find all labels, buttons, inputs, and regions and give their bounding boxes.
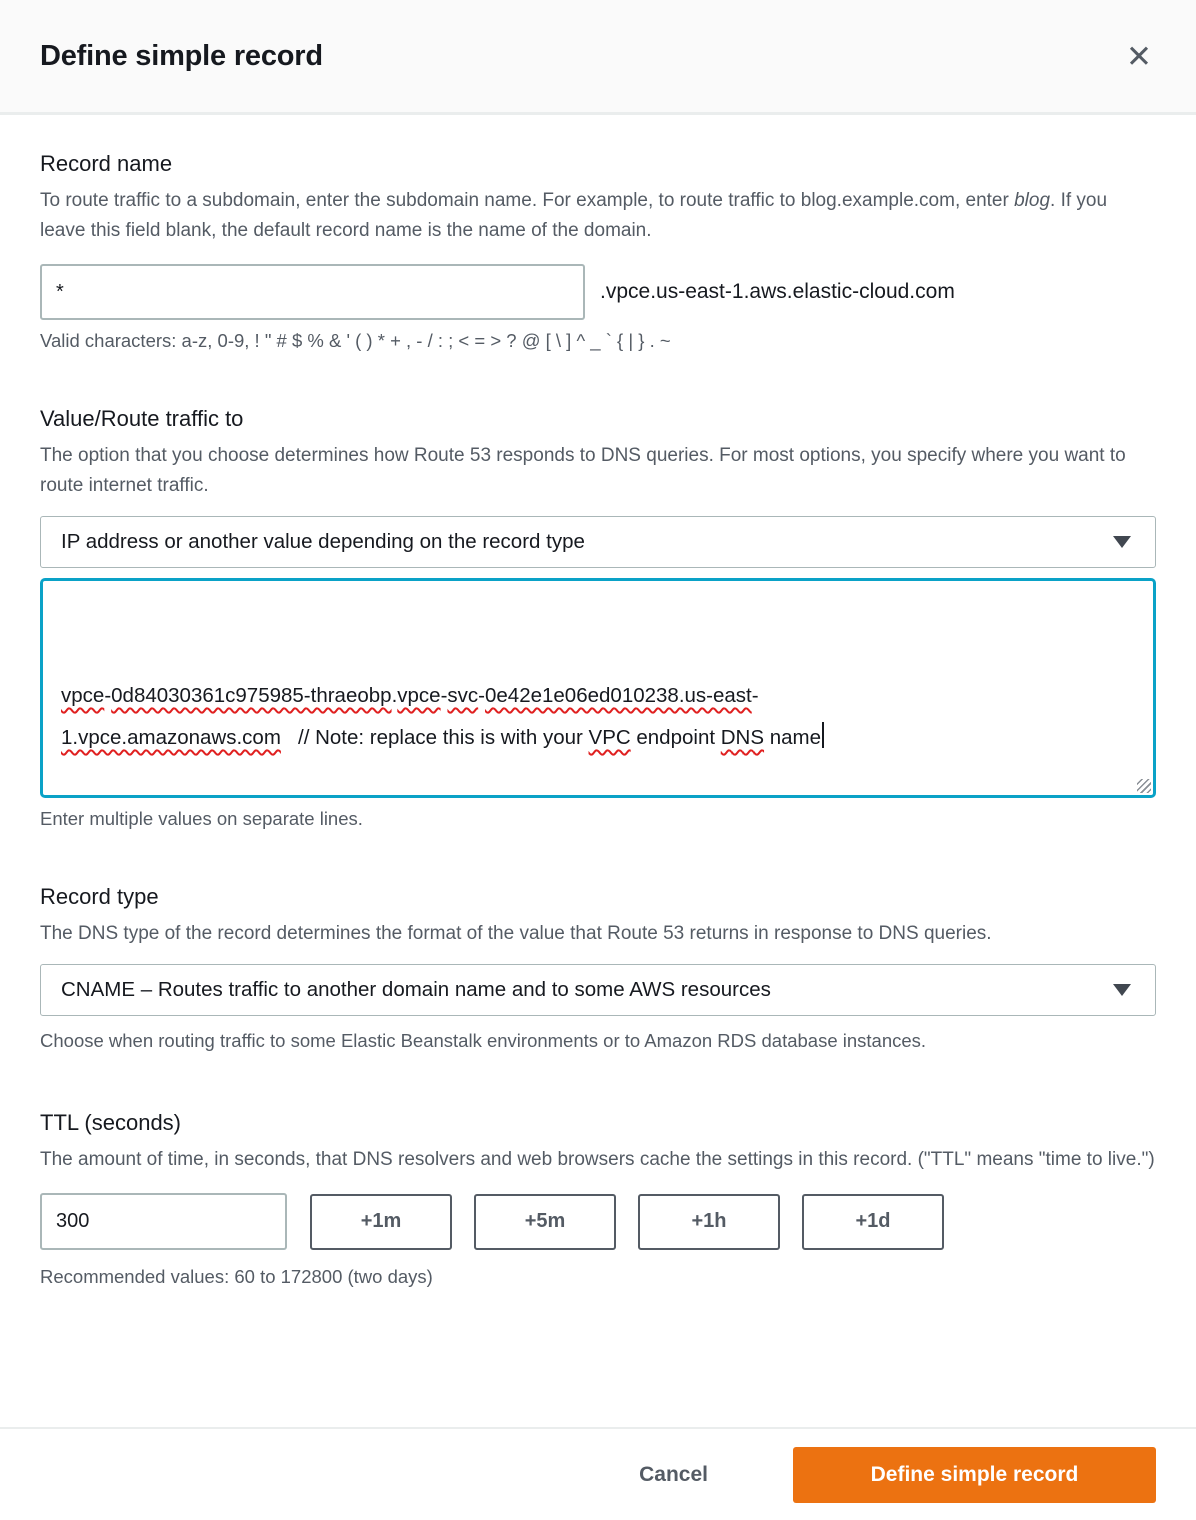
ttl-plus-5m-button[interactable]: +5m	[474, 1194, 616, 1250]
ttl-section	[40, 1110, 1156, 1288]
ttl-plus-1m-button[interactable]: +1m	[310, 1194, 452, 1250]
record-name-description-text-2: . If you leave this field blank, the default record name is the name of the domain.	[40, 190, 1108, 241]
dialog-body	[0, 115, 1196, 1427]
record-name-label: Record name	[40, 151, 173, 176]
value-route-description: The option that you choose determines how Route 53 responds to DNS queries. For most options, you specify where you want to route internet traffic.	[40, 445, 1126, 496]
value-textarea[interactable]	[40, 578, 1156, 798]
misspelled-text-segment: 1.vpce.amazonaws.com	[61, 726, 281, 749]
record-name-description	[40, 186, 1156, 246]
record-type-section	[40, 884, 1156, 1056]
valid-characters-hint: Valid characters: a-z, 0-9, ! " # $ % & ' ( ) * + , - / : ; < = > ? @ [ \ ] ^ _ ` { | } . ~	[40, 330, 671, 351]
text-segment: // Note: replace this is with your	[280, 726, 589, 749]
value-textarea-content	[61, 675, 1135, 759]
value-textarea-line	[61, 675, 1135, 717]
ttl-recommended-hint: Recommended values: 60 to 172800 (two days)	[40, 1266, 433, 1287]
misspelled-text-segment: vpce	[397, 684, 441, 707]
route-traffic-select-value: IP address or another value depending on the record type	[61, 530, 585, 553]
record-type-hint: Choose when routing traffic to some Elastic Beanstalk environments or to Amazon RDS database instances.	[40, 1030, 927, 1051]
misspelled-text-segment: VPC	[588, 726, 631, 749]
domain-suffix: .vpce.us-east-1.aws.elastic-cloud.com	[600, 280, 955, 303]
misspelled-text-segment: DNS	[720, 726, 765, 749]
ttl-description: The amount of time, in seconds, that DNS resolvers and web browsers cache the settings in this record. ("TTL" means "time to live.")	[40, 1149, 1155, 1170]
text-segment: endpoint	[630, 726, 721, 749]
value-route-section	[40, 406, 1156, 830]
close-icon[interactable]: ✕	[1122, 37, 1156, 76]
ttl-row	[40, 1193, 1156, 1250]
misspelled-text-segment: 0e42e1e06ed010238.us-east	[485, 684, 752, 707]
record-type-select-value: CNAME – Routes traffic to another domain name and to some AWS resources	[61, 978, 771, 1001]
text-segment: .	[391, 684, 398, 707]
text-segment: name	[764, 726, 822, 749]
chevron-down-icon	[1113, 984, 1131, 996]
record-type-description: The DNS type of the record determines the format of the value that Route 53 returns in response to DNS queries.	[40, 923, 992, 944]
record-name-input[interactable]	[40, 264, 585, 320]
dialog-title: Define simple record	[40, 39, 323, 72]
chevron-down-icon	[1113, 536, 1131, 548]
define-simple-record-button[interactable]: Define simple record	[793, 1447, 1156, 1503]
misspelled-text-segment: 0d84030361c975985-thraeobp	[111, 684, 392, 707]
record-type-select[interactable]	[40, 964, 1156, 1016]
value-route-label: Value/Route traffic to	[40, 406, 244, 431]
text-segment: -	[104, 684, 112, 707]
value-textarea-line	[61, 717, 1135, 759]
multiple-values-hint: Enter multiple values on separate lines.	[40, 808, 363, 829]
dialog-header	[0, 0, 1196, 115]
record-name-row	[40, 264, 1156, 320]
record-name-description-italic: blog	[1014, 190, 1051, 211]
record-type-label: Record type	[40, 884, 159, 909]
record-name-section	[40, 151, 1156, 352]
misspelled-text-segment: svc	[447, 684, 479, 707]
ttl-plus-1h-button[interactable]: +1h	[638, 1194, 780, 1250]
resize-handle-icon[interactable]	[1137, 779, 1151, 793]
route-traffic-select[interactable]	[40, 516, 1156, 568]
dialog-footer	[0, 1427, 1196, 1520]
ttl-plus-1d-button[interactable]: +1d	[802, 1194, 944, 1250]
ttl-label: TTL (seconds)	[40, 1110, 182, 1135]
misspelled-text-segment: vpce	[61, 684, 105, 707]
text-cursor	[822, 722, 824, 748]
cancel-button[interactable]: Cancel	[639, 1463, 708, 1486]
ttl-input[interactable]	[40, 1193, 287, 1250]
text-segment: -	[440, 684, 448, 707]
record-name-description-text: To route traffic to a subdomain, enter the subdomain name. For example, to route traffic to blog.example.com, enter	[40, 190, 1015, 211]
text-segment: -	[751, 684, 759, 707]
text-segment: -	[478, 684, 485, 707]
